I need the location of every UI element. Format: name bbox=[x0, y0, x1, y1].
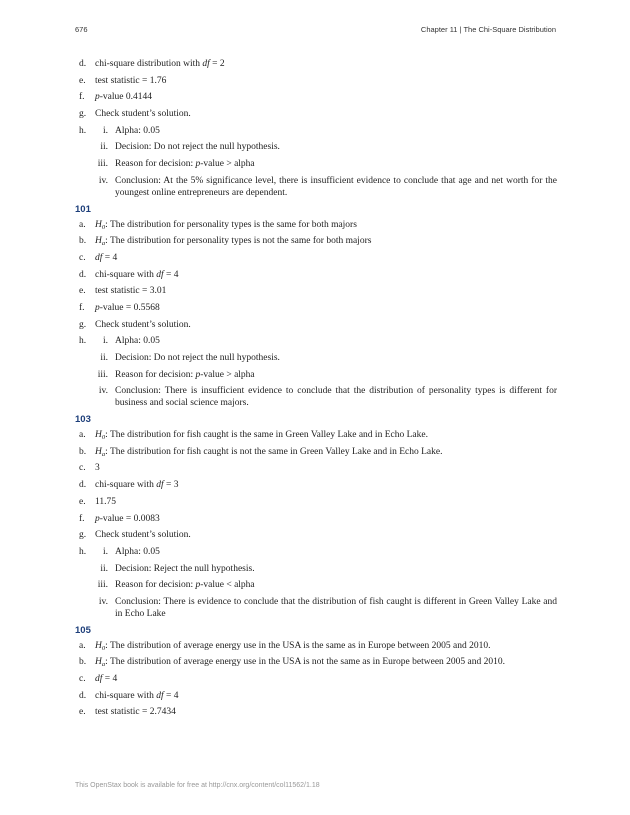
list-item: b. $H_a$: The distribution for fish caught is not the same in Green Valley Lake and in Echo Lake. bbox=[79, 446, 443, 458]
question-number: 101 bbox=[75, 203, 91, 215]
chapter-title: Chapter 11 | The Chi-Square Distribution bbox=[420, 25, 556, 34]
list-item: a. $H_0$: The distribution of average energy use in the USA is the same as in Europe between 2005 and 2010. bbox=[79, 640, 491, 652]
list-item: a. $H_0$: The distribution for fish caught is the same in Green Valley Lake and in Echo Lake. bbox=[79, 430, 428, 442]
solutions-content bbox=[75, 58, 557, 723]
list-item: b. $H_a$: The distribution of average energy use in the USA is not the same as in Europe between 2005 and 2010. bbox=[79, 657, 506, 669]
sub-list-item: ii. Decision: Do not reject the null hypothesis. bbox=[100, 142, 280, 153]
list-item: h. i. Alpha: 0.05 bbox=[79, 546, 160, 557]
list-item: g. Check student’s solution. bbox=[79, 530, 191, 541]
sub-list-item: iii. Reason for decision: p-value > alpha bbox=[97, 159, 255, 170]
list-item: b. $H_a$: The distribution for personality types is not the same for both majors bbox=[79, 236, 372, 248]
list-item: e. test statistic = 1.76 bbox=[79, 75, 167, 86]
list-item: f. p-value 0.4144 bbox=[79, 92, 152, 103]
list-item: h. i. Alpha: 0.05 bbox=[79, 125, 160, 136]
footer-note: This OpenStax book is available for free at http://cnx.org/content/col11562/1.18 bbox=[75, 782, 320, 789]
question-number: 105 bbox=[75, 624, 91, 636]
sub-list-item: iv. Conclusion: At the 5% significance level, there is insufficient evidence to conclude that age and net worth for the youngest online entrepreneurs are dependent. bbox=[98, 175, 557, 198]
list-item: e. test statistic = 3.01 bbox=[79, 286, 167, 297]
sub-list-item: iv. Conclusion: There is insufficient evidence to conclude that the distribution of personality types is different for business and social science majors. bbox=[98, 386, 557, 409]
list-item: g. Check student’s solution. bbox=[79, 109, 191, 120]
sub-list-item: ii. Decision: Do not reject the null hypothesis. bbox=[100, 353, 280, 363]
list-item: c. df = 4 bbox=[79, 674, 118, 684]
list-item: g. Check student’s solution. bbox=[79, 319, 191, 330]
sub-list-item: iii. Reason for decision: p-value > alpha bbox=[97, 369, 255, 380]
list-item: d. chi-square distribution with df = 2 bbox=[79, 59, 225, 69]
sub-list-item: iv. Conclusion: There is evidence to conclude that the distribution of fish caught is different in Green Valley Lake and in Echo Lake bbox=[98, 596, 557, 619]
list-item: d. chi-square with df = 3 bbox=[79, 480, 179, 491]
list-item: c. df = 4 bbox=[79, 252, 118, 263]
list-item: d. chi-square with df = 4 bbox=[79, 269, 179, 280]
list-item: d. chi-square with df = 4 bbox=[79, 690, 179, 701]
list-item: f. p-value = 0.5568 bbox=[79, 302, 160, 313]
list-item: f. p-value = 0.0083 bbox=[79, 513, 160, 524]
list-item: c. 3 bbox=[79, 463, 100, 474]
list-item: e. 11.75 bbox=[79, 496, 117, 507]
list-item: a. $H_0$: The distribution for personality types is the same for both majors bbox=[79, 219, 357, 231]
sub-list-item: iii. Reason for decision: p-value < alpha bbox=[97, 580, 255, 591]
sub-list-item: ii. Decision: Reject the null hypothesis. bbox=[100, 563, 255, 574]
list-item: e. test statistic = 2.7434 bbox=[79, 707, 176, 718]
list-item: h. i. Alpha: 0.05 bbox=[79, 336, 160, 347]
question-number: 103 bbox=[75, 414, 91, 426]
page-number: 676 bbox=[75, 25, 88, 34]
